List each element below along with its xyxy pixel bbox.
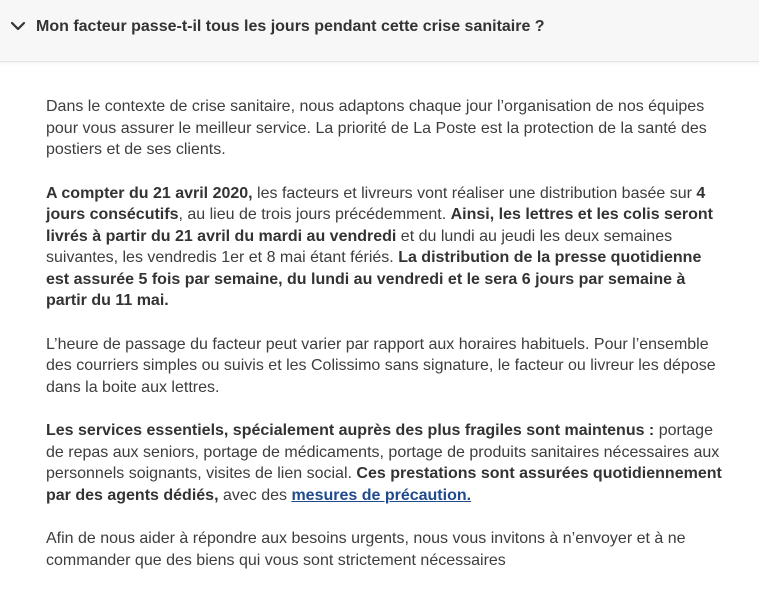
paragraph-hours: L’heure de passage du facteur peut varier par rapport aux horaires habituels. Pour l’ensemble des courriers simples ou suivis et les Colissimo sans signature, le facteur ou livreur les dépose dans la boite aux lettres. [46,335,716,396]
text: portage de repas aux seniors, portage de médicaments, portage de produits sanitaires nécessaires aux personnels soignants, visites de lien social. [46,422,720,482]
text: , au lieu de trois jours précédemment. [178,206,451,223]
accordion-header[interactable] [0,0,759,62]
paragraph-services [46,420,726,506]
text-bold: A compter du 21 avril 2020, [46,184,253,202]
accordion-question[interactable]: Mon facteur passe-t-il tous les jours pendant cette crise sanitaire ? [36,18,545,35]
text-bold: Les services essentiels, spécialement auprès des plus fragiles sont maintenus : [46,422,655,439]
chevron-down-icon[interactable] [10,18,26,34]
text: avec des [218,486,292,504]
text: les facteurs et livreurs vont réaliser une distribution basée sur [252,184,697,202]
paragraph-urgent-needs: Afin de nous aider à répondre aux besoins urgents, nous vous invitons à n’envoyer et à ne commander que des biens qui vous sont strictement nécessaires [46,530,686,569]
text-bold: Ainsi, les lettres et les colis seront livrés à partir du 21 avril du mardi au vendredi [46,206,713,245]
text-bold: 4 jours consécutifs [46,184,706,223]
accordion-body [0,62,759,603]
paragraph-distribution [46,183,726,312]
text-bold: Ces prestations sont assurées quotidiennement par des agents dédiés, [46,465,722,504]
answer-content [46,96,726,593]
precaution-measures-link[interactable]: mesures de précaution. [291,486,472,504]
text: et du lundi au jeudi les deux semaines suivantes, les vendredis 1er et 8 mai étant fériés. [46,227,673,266]
text-bold: La distribution de la presse quotidienne est assurée 5 fois par semaine, du lundi au vendredi et le sera 6 jours par semaine à partir du 11 mai. [46,249,702,309]
paragraph-context: Dans le contexte de crise sanitaire, nous adaptons chaque jour l’organisation de nos équipes pour vous assurer le meilleur service. La priorité de La Poste est la protection de la santé des postiers et de ses clients. [46,98,707,158]
